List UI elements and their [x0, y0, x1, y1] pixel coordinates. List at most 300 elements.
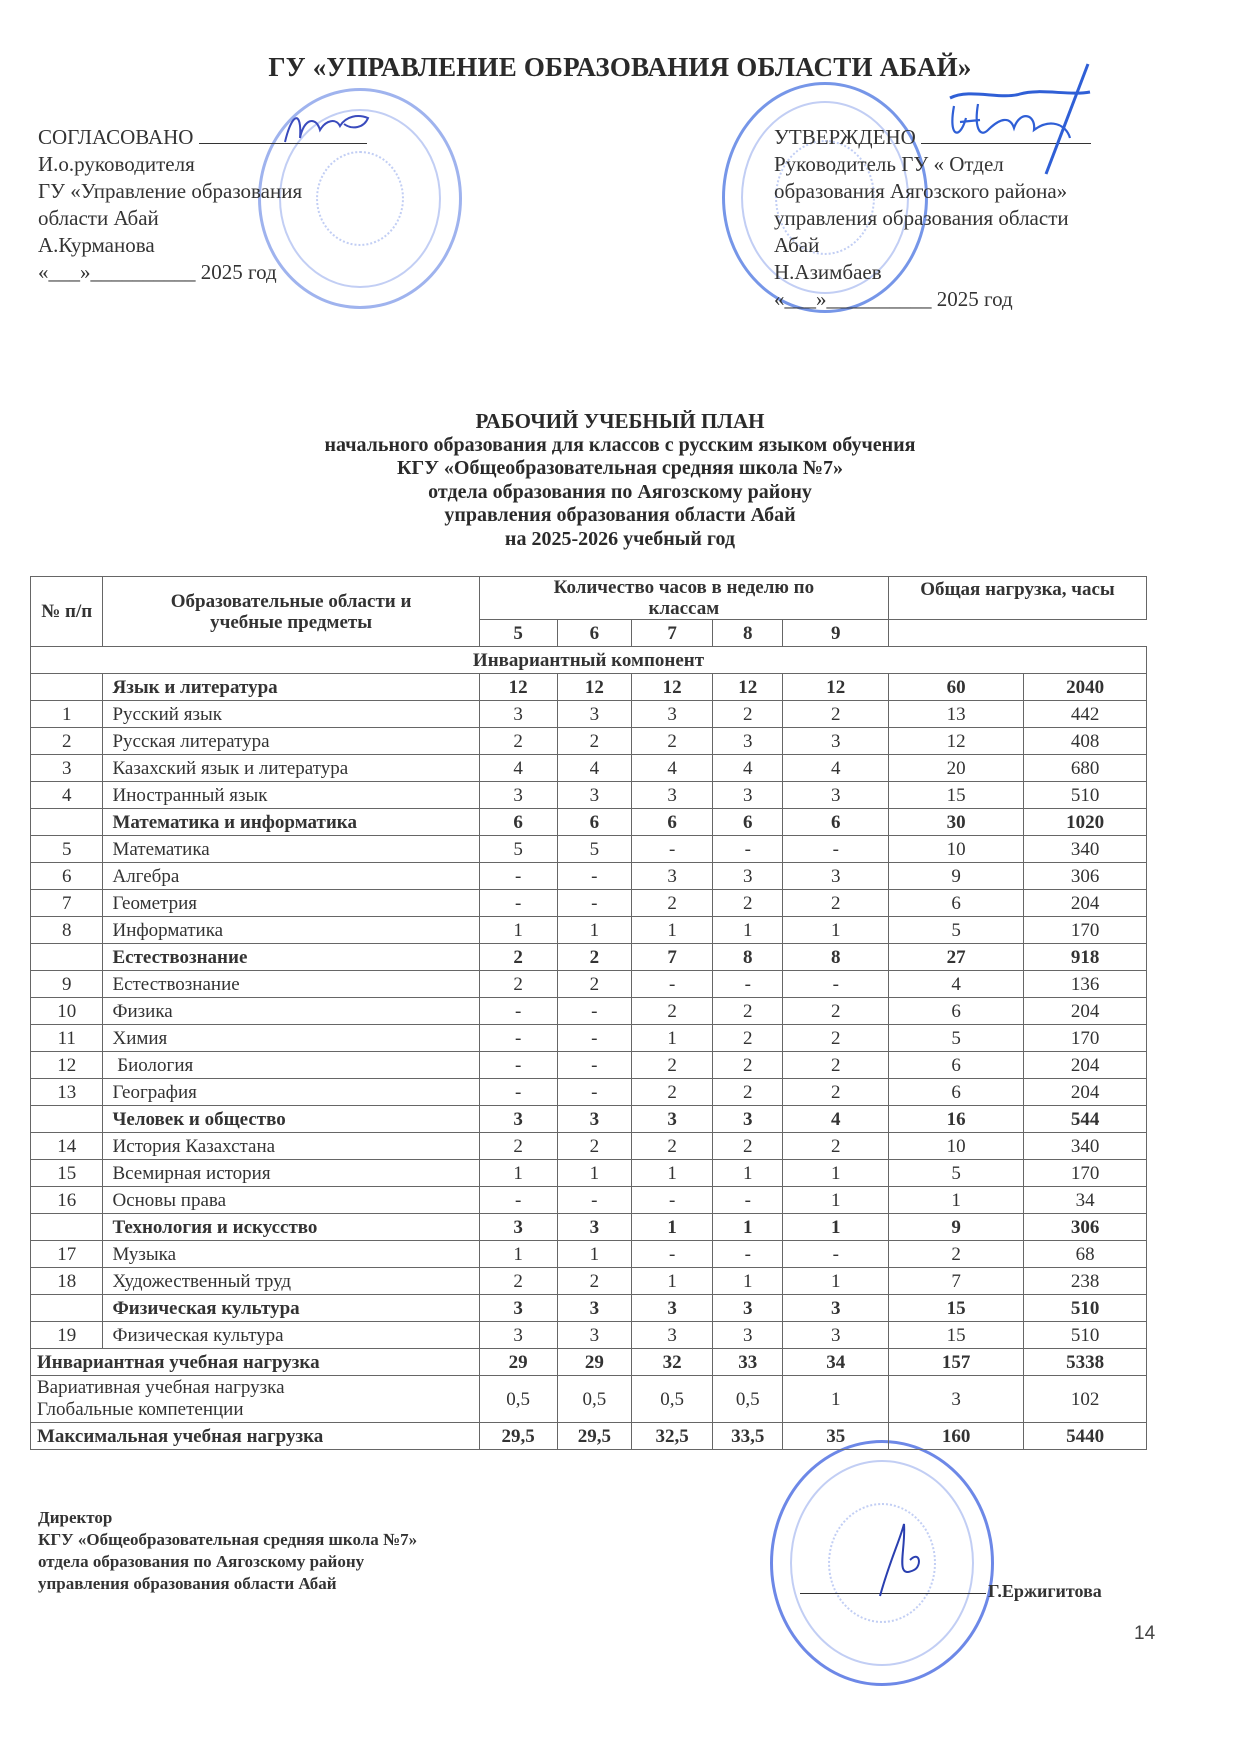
yearly-total: 238 — [1024, 1268, 1147, 1295]
yearly-total: 68 — [1024, 1241, 1147, 1268]
grade-6-hours: 0,5 — [557, 1376, 632, 1423]
row-number: 17 — [31, 1241, 103, 1268]
grade-8-hours: 1 — [713, 1268, 783, 1295]
yearly-total: 204 — [1024, 998, 1147, 1025]
header-grade-6: 6 — [557, 620, 632, 647]
subject-row — [31, 836, 1147, 863]
weekly-total: 15 — [888, 782, 1023, 809]
row-number: 3 — [31, 755, 103, 782]
weekly-total: 3 — [888, 1376, 1023, 1423]
yearly-total: 2040 — [1024, 674, 1147, 701]
yearly-total: 306 — [1024, 863, 1147, 890]
header-grade-9: 9 — [783, 620, 889, 647]
yearly-total: 544 — [1024, 1106, 1147, 1133]
signature-agreed-icon — [280, 108, 390, 148]
grade-5-hours: 3 — [479, 1214, 557, 1241]
grade-6-hours: 3 — [557, 782, 632, 809]
yearly-total: 34 — [1024, 1187, 1147, 1214]
weekly-total: 15 — [888, 1295, 1023, 1322]
grade-6-hours: 3 — [557, 1295, 632, 1322]
grade-7-hours: 2 — [632, 1052, 713, 1079]
grade-6-hours: 5 — [557, 836, 632, 863]
agreed-person: А.Курманова — [38, 233, 155, 257]
row-number: 10 — [31, 998, 103, 1025]
grade-8-hours: - — [713, 971, 783, 998]
weekly-total: 160 — [888, 1423, 1023, 1450]
grade-8-hours: 3 — [713, 1106, 783, 1133]
subject-name: Русская литература — [103, 728, 479, 755]
grade-6-hours: 2 — [557, 971, 632, 998]
grade-8-hours: 6 — [713, 809, 783, 836]
header-grade-8: 8 — [713, 620, 783, 647]
grade-9-hours: 2 — [783, 998, 889, 1025]
grade-8-hours: 0,5 — [713, 1376, 783, 1423]
grade-6-hours: 2 — [557, 1133, 632, 1160]
area-name: Естествознание — [103, 944, 479, 971]
grade-5-hours: 5 — [479, 836, 557, 863]
weekly-total: 10 — [888, 836, 1023, 863]
variative-row — [31, 1376, 1147, 1423]
plan-subtitle-line: КГУ «Общеобразовательная средняя школа №7» — [397, 457, 843, 479]
row-number: 19 — [31, 1322, 103, 1349]
yearly-total: 5338 — [1024, 1349, 1147, 1376]
grade-8-hours: 2 — [713, 1025, 783, 1052]
grade-9-hours: 4 — [783, 755, 889, 782]
grade-7-hours: 3 — [632, 782, 713, 809]
grade-5-hours: - — [479, 890, 557, 917]
grade-6-hours: - — [557, 863, 632, 890]
grade-6-hours: 2 — [557, 1268, 632, 1295]
director-name: Г.Ержигитова — [988, 1581, 1102, 1601]
grade-7-hours: - — [632, 1241, 713, 1268]
yearly-total: 680 — [1024, 755, 1147, 782]
grade-6-hours: - — [557, 890, 632, 917]
approved-region: Абай — [774, 233, 820, 257]
grade-7-hours: 2 — [632, 1133, 713, 1160]
grade-6-hours: 4 — [557, 755, 632, 782]
grade-7-hours: 12 — [632, 674, 713, 701]
grade-8-hours: 1 — [713, 1214, 783, 1241]
grade-5-hours: 2 — [479, 971, 557, 998]
plan-subtitle-line: начального образования для классов с русским языком обучения — [324, 433, 916, 456]
subject-row — [31, 863, 1147, 890]
row-number — [31, 809, 103, 836]
grade-9-hours: 2 — [783, 1079, 889, 1106]
total-name: Максимальная учебная нагрузка — [31, 1423, 480, 1450]
grade-5-hours: 2 — [479, 944, 557, 971]
grade-8-hours: 2 — [713, 1079, 783, 1106]
grade-9-hours: 1 — [783, 917, 889, 944]
yearly-total: 1020 — [1024, 809, 1147, 836]
area-row — [31, 674, 1147, 701]
grade-8-hours: 2 — [713, 998, 783, 1025]
grade-6-hours: 3 — [557, 1322, 632, 1349]
grade-8-hours: 8 — [713, 944, 783, 971]
weekly-total: 16 — [888, 1106, 1023, 1133]
area-name: Язык и литература — [103, 674, 479, 701]
subject-name: Алгебра — [103, 863, 479, 890]
grade-7-hours: - — [632, 971, 713, 998]
grade-7-hours: 2 — [632, 998, 713, 1025]
agreed-year: 2025 год — [200, 260, 277, 284]
grade-7-hours: 3 — [632, 1295, 713, 1322]
area-row — [31, 809, 1147, 836]
grade-6-hours: 2 — [557, 728, 632, 755]
row-number: 7 — [31, 890, 103, 917]
grade-8-hours: - — [713, 1187, 783, 1214]
grade-9-hours: 3 — [783, 1322, 889, 1349]
signature-approved-icon — [940, 58, 1140, 178]
row-number — [31, 1106, 103, 1133]
yearly-total: 204 — [1024, 1052, 1147, 1079]
grade-9-hours: 1 — [783, 1160, 889, 1187]
subject-row — [31, 755, 1147, 782]
weekly-total: 13 — [888, 701, 1023, 728]
area-row — [31, 1295, 1147, 1322]
weekly-total: 157 — [888, 1349, 1023, 1376]
grade-8-hours: 4 — [713, 755, 783, 782]
grade-5-hours: - — [479, 1187, 557, 1214]
grade-9-hours: - — [783, 1241, 889, 1268]
grade-9-hours: 4 — [783, 1106, 889, 1133]
grade-5-hours: 1 — [479, 917, 557, 944]
grade-9-hours: 6 — [783, 809, 889, 836]
grade-5-hours: 3 — [479, 701, 557, 728]
agreed-region: области Абай — [38, 206, 159, 230]
subject-name: Информатика — [103, 917, 479, 944]
grade-7-hours: 3 — [632, 1106, 713, 1133]
approved-position: Руководитель ГУ « Отдел — [774, 152, 1004, 176]
approved-label: УТВЕРЖДЕНО — [774, 125, 916, 149]
grade-8-hours: 2 — [713, 890, 783, 917]
weekly-total: 27 — [888, 944, 1023, 971]
grade-6-hours: 1 — [557, 917, 632, 944]
subject-name: Казахский язык и литература — [103, 755, 479, 782]
grade-6-hours: 12 — [557, 674, 632, 701]
grade-6-hours: - — [557, 1025, 632, 1052]
subject-row — [31, 728, 1147, 755]
grade-5-hours: - — [479, 863, 557, 890]
row-number: 8 — [31, 917, 103, 944]
area-row — [31, 1214, 1147, 1241]
grade-5-hours: 3 — [479, 782, 557, 809]
grade-6-hours: - — [557, 1187, 632, 1214]
area-name: Технология и искусство — [103, 1214, 479, 1241]
grade-9-hours: 1 — [783, 1376, 889, 1423]
agreed-label: СОГЛАСОВАНО — [38, 125, 194, 149]
grade-9-hours: 2 — [783, 890, 889, 917]
director-org: КГУ «Общеобразовательная средняя школа №7» — [38, 1530, 418, 1549]
director-region: управления образования области Абай — [38, 1574, 337, 1593]
agreed-date-blank: «___»__________ — [38, 260, 196, 284]
grade-6-hours: 1 — [557, 1241, 632, 1268]
grade-6-hours: 6 — [557, 809, 632, 836]
weekly-total: 2 — [888, 1241, 1023, 1268]
total-row — [31, 1423, 1147, 1450]
weekly-total: 6 — [888, 998, 1023, 1025]
area-name: Физическая культура — [103, 1295, 479, 1322]
grade-8-hours: 33,5 — [713, 1423, 783, 1450]
area-name: Математика и информатика — [103, 809, 479, 836]
grade-8-hours: 3 — [713, 1322, 783, 1349]
approved-year: 2025 год — [936, 287, 1013, 311]
weekly-total: 1 — [888, 1187, 1023, 1214]
grade-5-hours: 2 — [479, 728, 557, 755]
agreed-position: И.о.руководителя — [38, 152, 195, 176]
curriculum-table — [30, 576, 1147, 1450]
subject-row — [31, 701, 1147, 728]
grade-9-hours: 1 — [783, 1214, 889, 1241]
subject-row — [31, 998, 1147, 1025]
weekly-total: 5 — [888, 1025, 1023, 1052]
grade-9-hours: 1 — [783, 1268, 889, 1295]
grade-7-hours: 1 — [632, 1025, 713, 1052]
yearly-total: 170 — [1024, 1025, 1147, 1052]
subject-row — [31, 1322, 1147, 1349]
row-number: 4 — [31, 782, 103, 809]
weekly-total: 6 — [888, 1052, 1023, 1079]
row-number: 6 — [31, 863, 103, 890]
grade-8-hours: 3 — [713, 863, 783, 890]
grade-5-hours: 29 — [479, 1349, 557, 1376]
header-num: № п/п — [31, 577, 103, 647]
subject-row — [31, 971, 1147, 998]
plan-subtitle-line: отдела образования по Аягозскому району — [428, 480, 812, 503]
header-grade-5: 5 — [479, 620, 557, 647]
grade-5-hours: 3 — [479, 1322, 557, 1349]
approved-date-blank: «___»__________ — [774, 287, 932, 311]
grade-5-hours: 4 — [479, 755, 557, 782]
grade-8-hours: 2 — [713, 1052, 783, 1079]
grade-9-hours: 3 — [783, 863, 889, 890]
grade-6-hours: 29 — [557, 1349, 632, 1376]
subject-name: Музыка — [103, 1241, 479, 1268]
grade-5-hours: - — [479, 998, 557, 1025]
header-grade-7: 7 — [632, 620, 713, 647]
subject-row — [31, 1160, 1147, 1187]
yearly-total: 306 — [1024, 1214, 1147, 1241]
row-number: 16 — [31, 1187, 103, 1214]
subject-name: История Казахстана — [103, 1133, 479, 1160]
grade-5-hours: 29,5 — [479, 1423, 557, 1450]
row-number: 14 — [31, 1133, 103, 1160]
grade-7-hours: 1 — [632, 1268, 713, 1295]
weekly-total: 9 — [888, 1214, 1023, 1241]
grade-9-hours: 2 — [783, 701, 889, 728]
grade-9-hours: - — [783, 971, 889, 998]
grade-7-hours: 32,5 — [632, 1423, 713, 1450]
signature-director-icon — [870, 1520, 930, 1600]
grade-5-hours: - — [479, 1025, 557, 1052]
grade-7-hours: 2 — [632, 890, 713, 917]
grade-9-hours: 35 — [783, 1423, 889, 1450]
grade-7-hours: 1 — [632, 1160, 713, 1187]
subject-name: Всемирная история — [103, 1160, 479, 1187]
yearly-total: 510 — [1024, 782, 1147, 809]
grade-7-hours: 32 — [632, 1349, 713, 1376]
agreed-org: ГУ «Управление образования — [38, 179, 303, 203]
subject-name: Химия — [103, 1025, 479, 1052]
yearly-total: 510 — [1024, 1322, 1147, 1349]
weekly-total: 12 — [888, 728, 1023, 755]
weekly-total: 5 — [888, 1160, 1023, 1187]
yearly-total: 408 — [1024, 728, 1147, 755]
yearly-total: 340 — [1024, 836, 1147, 863]
grade-9-hours: 3 — [783, 728, 889, 755]
weekly-total: 20 — [888, 755, 1023, 782]
grade-8-hours: 1 — [713, 917, 783, 944]
subject-name: Иностранный язык — [103, 782, 479, 809]
grade-7-hours: 1 — [632, 917, 713, 944]
grade-6-hours: - — [557, 1052, 632, 1079]
grade-6-hours: 1 — [557, 1160, 632, 1187]
grade-6-hours: 29,5 — [557, 1423, 632, 1450]
subject-row — [31, 1241, 1147, 1268]
yearly-total: 918 — [1024, 944, 1147, 971]
org-title: ГУ «УПРАВЛЕНИЕ ОБРАЗОВАНИЯ ОБЛАСТИ АБАЙ» — [268, 52, 972, 82]
grade-5-hours: 3 — [479, 1106, 557, 1133]
page-number: 14 — [1134, 1623, 1156, 1644]
header-total-load: Общая нагрузка, часы — [888, 577, 1146, 620]
grade-5-hours: - — [479, 1079, 557, 1106]
grade-7-hours: - — [632, 1187, 713, 1214]
subject-name: Математика — [103, 836, 479, 863]
grade-6-hours: 3 — [557, 701, 632, 728]
plan-title-block — [0, 410, 1240, 551]
section-label: Инвариантный компонент — [31, 647, 1147, 674]
row-number: 18 — [31, 1268, 103, 1295]
grade-9-hours: 3 — [783, 1295, 889, 1322]
grade-7-hours: 7 — [632, 944, 713, 971]
area-row — [31, 944, 1147, 971]
yearly-total: 136 — [1024, 971, 1147, 998]
row-number — [31, 1295, 103, 1322]
grade-6-hours: - — [557, 998, 632, 1025]
grade-6-hours: 3 — [557, 1214, 632, 1241]
grade-9-hours: 12 — [783, 674, 889, 701]
grade-7-hours: 1 — [632, 1214, 713, 1241]
yearly-total: 204 — [1024, 1079, 1147, 1106]
grade-8-hours: 2 — [713, 1133, 783, 1160]
total-row — [31, 1349, 1147, 1376]
subject-row — [31, 890, 1147, 917]
approved-org: образования Аягозского района» — [774, 179, 1068, 203]
row-number — [31, 674, 103, 701]
weekly-total: 7 — [888, 1268, 1023, 1295]
grade-8-hours: - — [713, 836, 783, 863]
grade-8-hours: - — [713, 1241, 783, 1268]
grade-7-hours: 2 — [632, 1079, 713, 1106]
agreed-block — [38, 124, 418, 286]
row-number: 9 — [31, 971, 103, 998]
subject-row — [31, 1025, 1147, 1052]
weekly-total: 15 — [888, 1322, 1023, 1349]
grade-9-hours: 34 — [783, 1349, 889, 1376]
grade-9-hours: 8 — [783, 944, 889, 971]
grade-9-hours: 2 — [783, 1052, 889, 1079]
row-number — [31, 944, 103, 971]
header-hours-per-week: Количество часов в неделю по классам — [479, 577, 888, 620]
plan-subtitle-line: на 2025-2026 учебный год — [504, 527, 736, 550]
weekly-total: 60 — [888, 674, 1023, 701]
plan-title: РАБОЧИЙ УЧЕБНЫЙ ПЛАН — [475, 409, 765, 433]
grade-5-hours: 2 — [479, 1268, 557, 1295]
row-number — [31, 1214, 103, 1241]
weekly-total: 10 — [888, 1133, 1023, 1160]
weekly-total: 6 — [888, 1079, 1023, 1106]
grade-9-hours: 3 — [783, 782, 889, 809]
subject-name: Геометрия — [103, 890, 479, 917]
subject-name: Физика — [103, 998, 479, 1025]
yearly-total: 442 — [1024, 701, 1147, 728]
grade-6-hours: 3 — [557, 1106, 632, 1133]
grade-8-hours: 1 — [713, 1160, 783, 1187]
grade-8-hours: 3 — [713, 1295, 783, 1322]
weekly-total: 9 — [888, 863, 1023, 890]
row-number: 1 — [31, 701, 103, 728]
yearly-total: 170 — [1024, 1160, 1147, 1187]
grade-8-hours: 33 — [713, 1349, 783, 1376]
subject-row — [31, 1052, 1147, 1079]
grade-8-hours: 12 — [713, 674, 783, 701]
weekly-total: 6 — [888, 890, 1023, 917]
grade-9-hours: 2 — [783, 1133, 889, 1160]
director-dept: отдела образования по Аягозскому району — [38, 1552, 365, 1571]
yearly-total: 340 — [1024, 1133, 1147, 1160]
grade-9-hours: - — [783, 836, 889, 863]
yearly-total: 170 — [1024, 917, 1147, 944]
grade-7-hours: - — [632, 836, 713, 863]
grade-9-hours: 2 — [783, 1025, 889, 1052]
subject-name: Художественный труд — [103, 1268, 479, 1295]
weekly-total: 5 — [888, 917, 1023, 944]
grade-8-hours: 3 — [713, 728, 783, 755]
grade-5-hours: 6 — [479, 809, 557, 836]
weekly-total: 4 — [888, 971, 1023, 998]
header-subject: Образовательные области и учебные предметы — [103, 577, 479, 647]
yearly-total: 102 — [1024, 1376, 1147, 1423]
grade-7-hours: 6 — [632, 809, 713, 836]
row-number: 2 — [31, 728, 103, 755]
row-number: 15 — [31, 1160, 103, 1187]
grade-5-hours: 12 — [479, 674, 557, 701]
subject-name: Естествознание — [103, 971, 479, 998]
grade-5-hours: 1 — [479, 1160, 557, 1187]
subject-row — [31, 1133, 1147, 1160]
subject-row — [31, 782, 1147, 809]
subject-name: Основы права — [103, 1187, 479, 1214]
row-number: 5 — [31, 836, 103, 863]
director-block — [38, 1507, 417, 1595]
weekly-total: 30 — [888, 809, 1023, 836]
subject-row — [31, 1268, 1147, 1295]
subject-row — [31, 1079, 1147, 1106]
subject-name: Русский язык — [103, 701, 479, 728]
subject-name: Физическая культура — [103, 1322, 479, 1349]
grade-6-hours: - — [557, 1079, 632, 1106]
variative-label: Вариативная учебная нагрузка — [37, 1377, 285, 1398]
grade-5-hours: 1 — [479, 1241, 557, 1268]
subject-name: География — [103, 1079, 479, 1106]
area-row — [31, 1106, 1147, 1133]
approved-person: Н.Азимбаев — [774, 260, 882, 284]
subject-row — [31, 1187, 1147, 1214]
total-name: Инвариантная учебная нагрузка — [31, 1349, 480, 1376]
grade-5-hours: 2 — [479, 1133, 557, 1160]
yearly-total: 204 — [1024, 890, 1147, 917]
grade-8-hours: 3 — [713, 782, 783, 809]
table-header-row — [31, 577, 1147, 620]
